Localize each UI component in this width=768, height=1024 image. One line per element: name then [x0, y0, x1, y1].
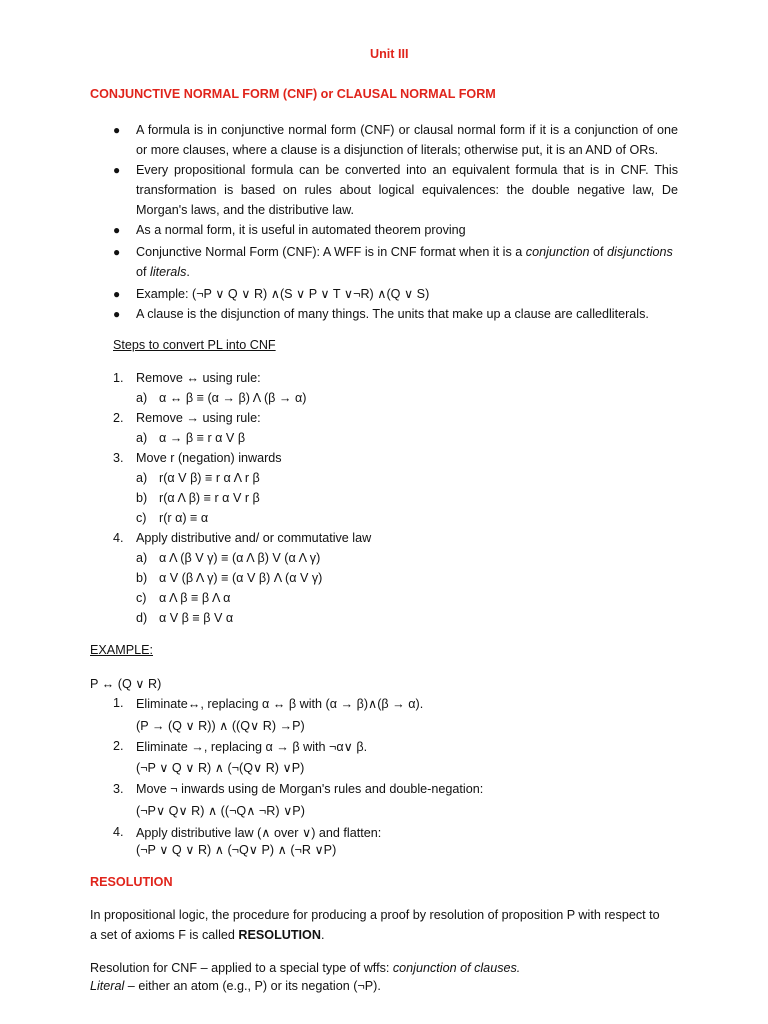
step-sub-label: b): [136, 491, 148, 505]
example-heading: EXAMPLE:: [90, 643, 153, 657]
step-sub-text: r(r α) ≡ α: [159, 511, 209, 525]
resolution-para-line1: In propositional logic, the procedure for producing a proof by resolution of proposition P with respect to: [90, 908, 660, 922]
step-number: 4.: [113, 531, 124, 545]
cnf-bullet-5: Example: (¬P ∨ Q ∨ R) ∧(S ∨ P ∨ T ∨¬R) ∧(Q ∨ S): [136, 287, 430, 301]
resolution-para-line2: [90, 928, 324, 942]
example-step-number: 3.: [113, 782, 124, 796]
cnf-bullet-4-line2: of: [136, 265, 151, 279]
bullet-icon: ●: [113, 307, 121, 321]
resolution-para-text: a set of axioms F is called: [90, 928, 239, 942]
cnf-bullet-4-mid: of: [589, 245, 608, 259]
resolution-para-bold: RESOLUTION: [238, 928, 321, 942]
cnf-bullet-4-em2: disjunctions: [607, 245, 673, 259]
step-sub-label: a): [136, 551, 148, 565]
bullet-icon: ●: [113, 123, 121, 137]
example-step-number: 1.: [113, 696, 124, 710]
literal-definition: – either an atom (e.g., P) or its negation (¬P).: [124, 979, 381, 993]
step-sub-label: b): [136, 571, 148, 585]
steps-heading: Steps to convert PL into CNF: [113, 338, 276, 352]
cnf-bullet-4-end: .: [186, 265, 190, 279]
step-text: Move r (negation) inwards: [136, 451, 282, 465]
example-formula: P ↔ (Q ∨ R): [90, 677, 162, 691]
cnf-bullet-4-em3: literals: [150, 265, 187, 279]
resolution-heading: RESOLUTION: [90, 875, 173, 889]
step-sub-label: c): [136, 591, 147, 605]
example-step-text: Eliminate↔, replacing α ↔ β with (α → β)∧(β → α).: [136, 697, 424, 711]
example-step-result: (¬P∨ Q∨ R) ∧ ((¬Q∧ ¬R) ∨P): [136, 804, 305, 818]
step-number: 1.: [113, 371, 124, 385]
bullet-icon: ●: [113, 245, 121, 259]
step-sub-text: r(α V β) ≡ r α Λ r β: [159, 471, 260, 485]
step-sub-text: α Λ (β V γ) ≡ (α Λ β) V (α Λ γ): [159, 551, 321, 565]
example-step-text: Eliminate →, replacing α → β with ¬α∨ β.: [136, 740, 368, 754]
example-step-number: 2.: [113, 739, 124, 753]
step-sub-label: a): [136, 391, 148, 405]
cnf-bullet-3: As a normal form, it is useful in automated theorem proving: [136, 223, 466, 237]
step-sub-text: α ↔ β ≡ (α → β) Λ (β → α): [159, 391, 307, 405]
step-sub-label: a): [136, 471, 148, 485]
step-sub-text: α → β ≡ r α V β: [159, 431, 246, 445]
cnf-bullet-1: A formula is in conjunctive normal form (CNF) or clausal normal form if it is a conjunction of one or more clauses, where a clause is a disjunction of literals; otherwise put, it is an AND of ORs.: [136, 123, 678, 157]
cnf-bullet-2: Every propositional formula can be converted into an equivalent formula that is in CNF. This transformation is based on rules about logical equivalences: the double negative law, De Morgan's laws, and the distributive law.: [136, 163, 678, 217]
cnf-bullet-4: [136, 242, 678, 282]
resolution-cnf-em: conjunction of clauses.: [392, 961, 521, 975]
step-sub-label: c): [136, 511, 147, 525]
example-step-text: Move ¬ inwards using de Morgan's rules and double-negation:: [136, 782, 484, 796]
step-sub-label: d): [136, 611, 148, 625]
step-sub-text: α V (β Λ γ) ≡ (α V β) Λ (α V γ): [159, 571, 323, 585]
step-sub-text: α Λ β ≡ β Λ α: [159, 591, 231, 605]
step-text: Remove ↔ using rule:: [136, 371, 261, 385]
cnf-bullet-6: A clause is the disjunction of many things. The units that make up a clause are calledliterals.: [136, 307, 649, 321]
bullet-icon: ●: [113, 223, 121, 237]
step-sub-label: a): [136, 431, 148, 445]
bullet-icon: ●: [113, 163, 121, 177]
step-number: 2.: [113, 411, 124, 425]
unit-title: Unit III: [370, 47, 409, 61]
example-step-result: (P → (Q ∨ R)) ∧ ((Q∨ R) →P): [136, 719, 305, 733]
resolution-cnf-line: [90, 961, 520, 975]
cnf-bullet-4-text: Conjunctive Normal Form (CNF): A WFF is in CNF format when it is a: [136, 245, 526, 259]
step-text: Remove → using rule:: [136, 411, 261, 425]
example-step-text: Apply distributive law (∧ over ∨) and flatten:: [136, 826, 382, 840]
cnf-bullet-4-em1: conjunction: [525, 245, 590, 259]
example-step-number: 4.: [113, 825, 124, 839]
literal-term: Literal: [90, 979, 125, 993]
step-number: 3.: [113, 451, 124, 465]
step-text: Apply distributive and/ or commutative law: [136, 531, 372, 545]
bullet-icon: ●: [113, 287, 121, 301]
cnf-heading: CONJUNCTIVE NORMAL FORM (CNF) or CLAUSAL NORMAL FORM: [90, 87, 496, 101]
step-sub-text: α V β ≡ β V α: [159, 611, 234, 625]
step-sub-text: r(α Λ β) ≡ r α V r β: [159, 491, 260, 505]
resolution-cnf-text: Resolution for CNF – applied to a special type of wffs:: [90, 961, 393, 975]
example-step-result: (¬P ∨ Q ∨ R) ∧ (¬(Q∨ R) ∨P): [136, 761, 305, 775]
resolution-para-end: .: [320, 928, 325, 942]
example-step-result: (¬P ∨ Q ∨ R) ∧ (¬Q∨ P) ∧ (¬R ∨P): [136, 843, 337, 857]
literal-line: [90, 979, 381, 993]
